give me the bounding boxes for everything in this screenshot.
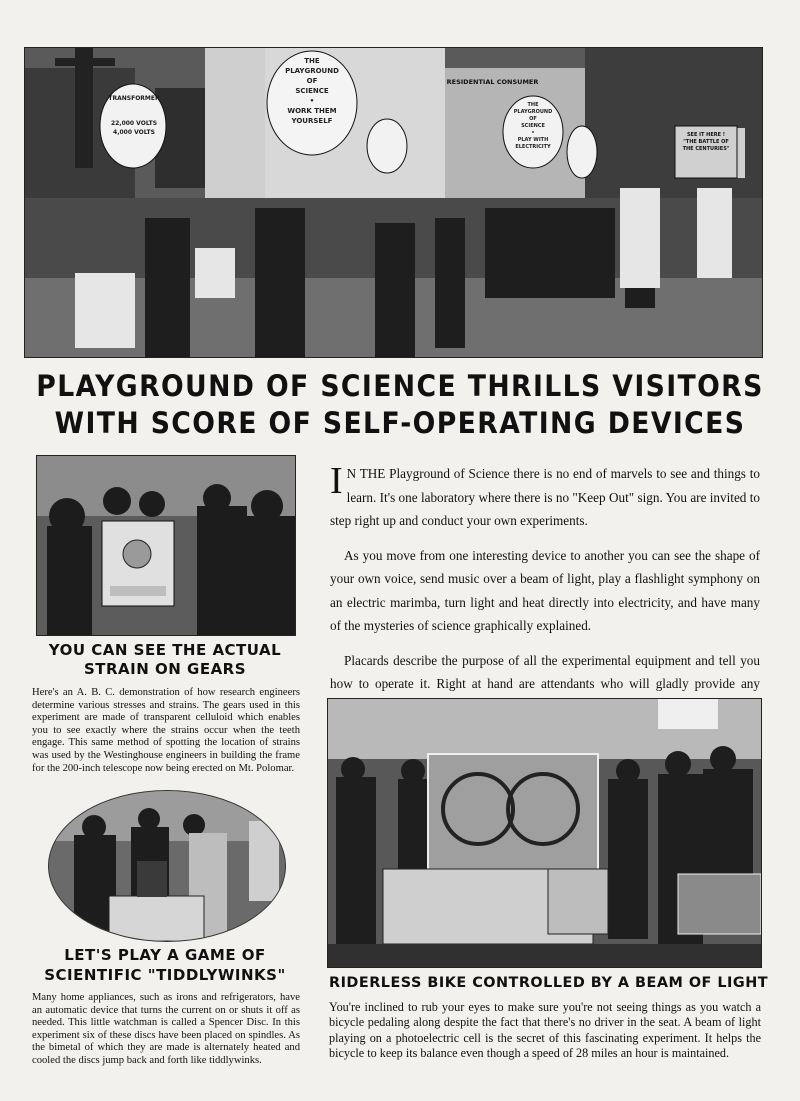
sign-playground-center: THE PLAYGROUND OF SCIENCE • WORK THEM YOURSELF: [285, 57, 339, 125]
exhibit-hall-photo: [24, 47, 763, 358]
gears-title: YOU CAN SEE THE ACTUAL STRAIN ON GEARS: [48, 641, 282, 678]
tiddlywinks-title: LET'S PLAY A GAME OF SCIENTIFIC "TIDDLYWINKS": [44, 946, 286, 984]
gears-caption: Here's an A. B. C. demonstration of how research engineers determine various stresses and strains. The gears used in this experiment are made of transparent celluloid which enables you to see exactly where the strains occur when the teeth engage. This same method of spotting the location of strains was used by the Westinghouse engineers in building the frame for the 200-inch telescope now being erected on Mt. Polomar.: [32, 687, 300, 774]
tiddlywinks-photo: [48, 790, 286, 942]
riderless-bike-photo: [327, 698, 762, 968]
article-paragraph-1: I N THE Playground of Science there is no end of marvels to see and things to learn. It's one laboratory where there is no "Keep Out" sign. You are invited to step right up and conduct your own experiments.: [330, 460, 760, 528]
headline-line-1: PLAYGROUND OF SCIENCE THRILLS VISITORS: [36, 369, 764, 403]
sign-transformer: TRANSFORMER 22,000 VOLTS 4,000 VOLTS: [108, 95, 160, 136]
article-paragraph-2: As you move from one interesting device to another you can see the shape of your own voice, send music over a beam of light, play a flashlight symphony on an electric marimba, turn light and heat directly into electricity, and have many of the mysteries of science graphically explained.: [330, 547, 760, 633]
drop-cap: I: [330, 460, 343, 502]
sign-playground-right: THE PLAYGROUND OF SCIENCE • PLAY WITH ELECTRICITY: [513, 102, 553, 150]
page-headline: [32, 368, 768, 442]
sign-battle-of-centuries: SEE IT HERE ! "THE BATTLE OF THE CENTURIES": [682, 132, 730, 152]
article-paragraph-3: Placards describe the purpose of all the experimental equipment and tell you how to operate it. Right at hand are attendants who will gladly provide any: [330, 652, 760, 691]
sign-residential: RESIDENTIAL CONSUMER: [446, 78, 539, 86]
gears-exhibit-photo: [36, 455, 296, 636]
bike-title: RIDERLESS BIKE CONTROLLED BY A BEAM OF LIGHT: [329, 975, 769, 991]
headline-line-2: WITH SCORE OF SELF-OPERATING DEVICES: [54, 406, 746, 440]
bike-caption: You're inclined to rub your eyes to make sure you're not seeing things as you watch a bicycle pedaling along despite the fact that there's no driver in the seat. A beam of light playing on a photoelectric cell is the secret of this fascinating experiment. It helps the bicycle to keep its balance even though a speed of 28 miles an hour is maintained.: [329, 1000, 761, 1061]
tiddlywinks-caption: Many home appliances, such as irons and refrigerators, have an automatic device that turns the current on or shuts it off as needed. This little watchman is called a Spencer Disc. In this experiment six of these discs have been placed on spindles. As the bimetal of which they are made is alternately heated and cooled the discs jump back and forth like tiddlywinks.: [32, 992, 300, 1066]
main-article: [330, 462, 760, 730]
